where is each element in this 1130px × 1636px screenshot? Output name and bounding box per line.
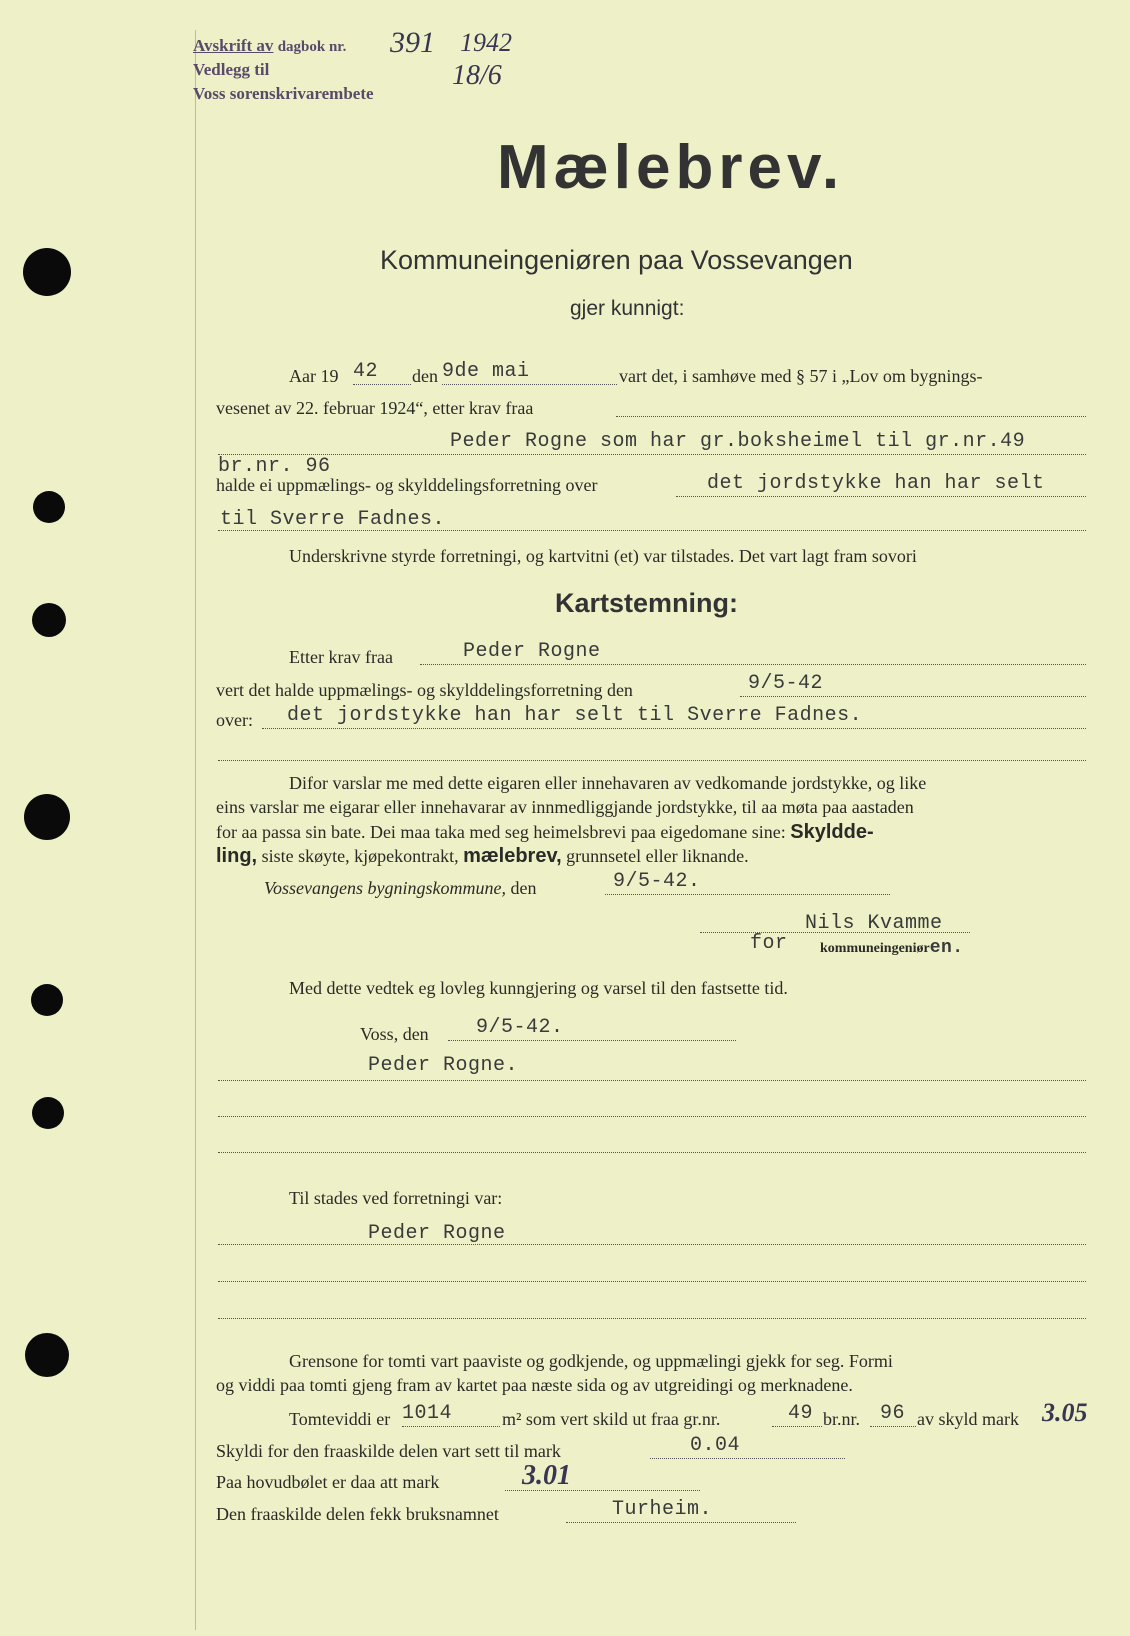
varsel-line3: for aa passa sin bate. Dei maa taka med seg heimelsbrevi paa eigedomane sine: Skyldde-	[216, 821, 874, 843]
varsel-line1: Difor varslar me med dette eigaren eller innehavaren av vedkomande jordstykke, og like	[289, 773, 927, 793]
voss-label: Voss, den	[360, 1024, 429, 1044]
hovud-label: Paa hovudbølet er daa att mark	[216, 1472, 440, 1492]
signer-line	[700, 932, 970, 933]
kart-over-fill: det jordstykke han har selt til Sverre Fadnes.	[287, 704, 863, 727]
subtitle: Kommuneingeniøren paa Vossevangen	[380, 245, 853, 275]
varsel-line4: ling, siste skøyte, kjøpekontrakt, mælebrev, grunnsetel eller liknande.	[216, 845, 749, 867]
skyldi-label: Skyldi for den fraaskilde delen vart sett til mark	[216, 1441, 561, 1461]
grensone-line1: Grensone for tomti vart paaviste og godkjende, og uppmælingi gjekk for seg. Formi	[289, 1351, 893, 1371]
etter-line	[420, 664, 1086, 665]
bruk-line	[566, 1522, 796, 1523]
aar-label: Aar 19	[289, 366, 339, 386]
date-fill: 9de mai	[442, 360, 530, 383]
p1-closing: Underskrivne styrde forretningi, og kartvitni (et) var tilstades. Det vart lagt fram sovori	[289, 546, 917, 566]
skyld-mark: 3.05	[1042, 1398, 1088, 1427]
stamp-line2: Vedlegg til	[193, 60, 270, 79]
vedtak-line1	[218, 1080, 1086, 1081]
tilstades-name: Peder Rogne	[368, 1222, 506, 1245]
punch-hole-icon	[24, 794, 70, 840]
vedtak-sign: Peder Rogne.	[368, 1054, 519, 1077]
bruk-label: Den fraaskilde delen fekk bruksnamnet	[216, 1504, 499, 1524]
grnr-fill: 49	[788, 1402, 814, 1425]
bruk-fill: Turheim.	[612, 1498, 713, 1521]
grensone-line2: og viddi paa tomti gjeng fram av kartet paa næste sida og av utgreidingi og merknadene.	[216, 1375, 853, 1395]
p1-line2: vesenet av 22. februar 1924“, etter krav fraa	[216, 398, 534, 418]
stamp-line3: Voss sorenskrivarembete	[193, 84, 374, 103]
place-line	[605, 894, 890, 895]
brnr-fill: br.nr. 96	[218, 455, 331, 478]
stamp-number: 391	[390, 26, 435, 59]
grnr-line	[772, 1426, 822, 1427]
tomt-unit: m² som vert skild ut fraa gr.nr.	[502, 1409, 721, 1429]
punch-hole-icon	[33, 491, 65, 523]
voss-fill: 9/5-42.	[476, 1016, 564, 1039]
requester-line2	[218, 454, 1086, 455]
requester-fill: Peder Rogne som har gr.boksheimel til gr.nr.49	[450, 430, 1026, 453]
etter-fill: Peder Rogne	[463, 640, 601, 663]
over-label: over:	[216, 710, 253, 730]
kart-over-line	[262, 728, 1086, 729]
vedtak-line3	[218, 1152, 1086, 1153]
voss-line	[448, 1040, 736, 1041]
page-title: Mælebrev.	[497, 133, 845, 202]
signer-name: Nils Kvamme	[805, 912, 943, 935]
over-line2	[218, 530, 1086, 531]
varsel-line2: eins varslar me eigarar eller innehavarar av innmedliggjande jordstykke, til aa møta paa aastaden	[216, 797, 914, 817]
p1-rest: vart det, i samhøve med § 57 i „Lov om bygnings-	[619, 366, 983, 386]
punch-hole-icon	[32, 603, 66, 637]
vert-fill: 9/5-42	[748, 672, 824, 695]
tilstades-label: Til stades ved forretningi var:	[289, 1188, 503, 1208]
kartstemning-heading: Kartstemning:	[555, 588, 739, 618]
stamp-date: 18/6	[452, 60, 502, 91]
den-label: den	[412, 366, 438, 386]
signer-title: kommuneingeniøren.	[820, 938, 964, 958]
brnr-fill2: 96	[880, 1402, 906, 1425]
hovud-line	[505, 1490, 700, 1491]
skyldi-fill: 0.04	[690, 1434, 741, 1457]
skyldi-line	[650, 1458, 845, 1459]
tilstades-line2	[218, 1281, 1086, 1282]
place-fill: 9/5-42.	[613, 870, 701, 893]
place-label: Vossevangens bygningskommune, den	[264, 878, 537, 898]
margin-line	[195, 30, 196, 1630]
punch-hole-icon	[32, 1097, 64, 1129]
signer-for: for	[750, 932, 788, 955]
over-fill2: til Sverre Fadnes.	[220, 508, 446, 531]
tomt-area: 1014	[402, 1402, 453, 1425]
tomt-area-line	[402, 1426, 500, 1427]
vedtak-line2	[218, 1116, 1086, 1117]
over-line	[676, 496, 1086, 497]
hovud-fill: 3.01	[522, 1460, 571, 1491]
vert-label: vert det halde uppmælings- og skylddelingsforretning den	[216, 680, 633, 700]
announce: gjer kunnigt:	[570, 297, 685, 320]
vedtak-text: Med dette vedtek eg lovleg kunngjering og varsel til den fastsette tid.	[289, 978, 788, 998]
brnr-line	[870, 1426, 916, 1427]
halde-text: halde ei uppmælings- og skylddelingsforretning over	[216, 475, 598, 495]
stamp-year: 1942	[460, 28, 512, 57]
brnr-label: br.nr.	[823, 1409, 861, 1429]
punch-hole-icon	[23, 248, 71, 296]
kart-blank-line	[218, 760, 1086, 761]
requester-line	[616, 416, 1086, 417]
punch-hole-icon	[25, 1333, 69, 1377]
over-fill: det jordstykke han har selt	[707, 472, 1045, 495]
etter-label: Etter krav fraa	[289, 647, 393, 667]
tilstades-line1	[218, 1244, 1086, 1245]
date-line	[442, 384, 617, 385]
stamp-line1: Avskrift av dagbok nr.	[193, 36, 347, 55]
vert-line	[740, 696, 1086, 697]
aar-fill: 42	[353, 360, 379, 383]
aar-line	[353, 384, 411, 385]
punch-hole-icon	[31, 984, 63, 1016]
tomt-label: Tomteviddi er	[289, 1409, 391, 1429]
skyld-label: av skyld mark	[917, 1409, 1019, 1429]
tilstades-line3	[218, 1318, 1086, 1319]
